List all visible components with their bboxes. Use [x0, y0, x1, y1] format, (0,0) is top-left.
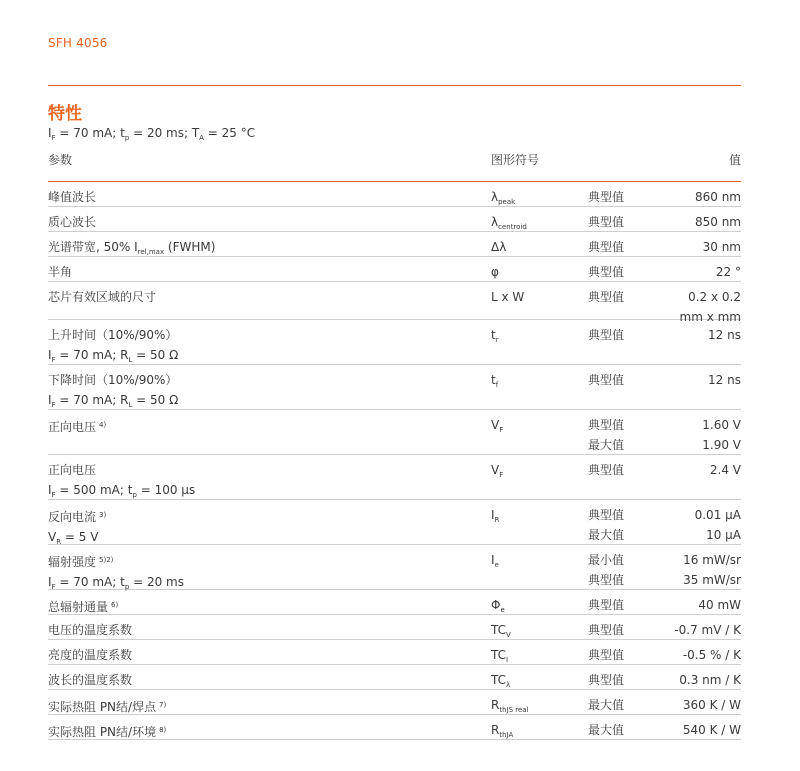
- value-text: 0.3 nm / K: [679, 673, 741, 687]
- parameter-name: 电压的温度系数: [48, 623, 133, 637]
- table-row: [48, 282, 741, 324]
- type-label: 最大值: [588, 528, 625, 542]
- value-cell: [631, 695, 741, 715]
- type-label: 典型值: [588, 215, 625, 229]
- parameter-subscript: rel,max: [137, 248, 165, 256]
- table-row: [48, 665, 741, 690]
- value-text: 0.01 µA: [694, 508, 741, 522]
- symbol-cell: $\lambda_{centroid}$: [491, 215, 527, 231]
- type-label: 最小值: [588, 553, 625, 567]
- type-label: 典型值: [588, 290, 625, 304]
- table-header: [48, 151, 741, 171]
- column-header-param: 参数: [48, 153, 73, 167]
- document-id: SFH 4056: [48, 36, 108, 50]
- table-row: [48, 715, 741, 740]
- type-label: 典型值: [588, 648, 625, 662]
- footnote-ref: 7): [159, 701, 167, 709]
- table-row: [48, 640, 741, 665]
- value-text: 1.60 V: [702, 418, 741, 432]
- table-row: [48, 365, 741, 410]
- symbol-cell: $V_F$: [491, 418, 504, 434]
- value-text: 360 K / W: [682, 698, 741, 712]
- value-text: 860 nm: [694, 190, 741, 204]
- symbol-cell: $TC_I$: [491, 648, 509, 664]
- symbol-cell: Δλ: [491, 240, 507, 254]
- value-cell: [631, 212, 741, 232]
- symbol-cell: $TC_V$: [491, 623, 511, 639]
- parameter-cell: [48, 415, 468, 437]
- value-text: 12 ns: [708, 373, 741, 387]
- parameter-name: 波长的温度系数: [48, 673, 133, 687]
- value-cell: [631, 415, 741, 455]
- symbol-subscript: F: [499, 471, 504, 479]
- subscript: R: [56, 538, 62, 546]
- parameter-name: 实际热阻 PN结/焊点 $^{7)}$: [48, 700, 167, 714]
- table-row: [48, 207, 741, 232]
- parameter-cell: [48, 595, 468, 617]
- subscript: F: [51, 401, 56, 409]
- subscript: F: [51, 356, 56, 364]
- parameter-condition: $I_F = 70$ mA; $R_L = 50$ Ω: [48, 348, 179, 364]
- type-label: 典型值: [588, 418, 625, 432]
- value-text: -0.5 % / K: [682, 648, 741, 662]
- value-cell: [631, 262, 741, 282]
- characteristics-table: [48, 182, 741, 740]
- type-label: 典型值: [588, 598, 625, 612]
- symbol-cell: $t_r$: [491, 328, 499, 344]
- table-row: [48, 500, 741, 545]
- subscript: L: [128, 401, 133, 409]
- parameter-name: 总辐射通量 $^{6)}$: [48, 600, 119, 614]
- column-header-value: 值: [728, 153, 741, 167]
- table-row: [48, 182, 741, 207]
- symbol-cell: L x W: [491, 290, 525, 304]
- type-label: 典型值: [588, 373, 625, 387]
- type-label: 典型值: [588, 623, 625, 637]
- header-divider: [48, 85, 741, 86]
- symbol-subscript: thJS real: [499, 706, 529, 714]
- type-label: 典型值: [588, 508, 625, 522]
- parameter-condition: $V_R = 5$ V: [48, 530, 99, 546]
- value-cell: [631, 370, 741, 390]
- value-text: 12 ns: [708, 328, 741, 342]
- condition-tp: 20 ms: [146, 126, 184, 140]
- value-cell: [631, 645, 741, 665]
- parameter-name: 半角: [48, 265, 73, 279]
- symbol-cell: $t_f$: [491, 373, 499, 389]
- symbol-cell: $\lambda_{peak}$: [491, 190, 516, 206]
- value-text: 16 mW/sr: [683, 553, 741, 567]
- type-label: 典型值: [588, 265, 625, 279]
- symbol-cell: $R_{thJS real}$: [491, 698, 529, 714]
- symbol-cell: $\Phi_e$: [491, 598, 505, 614]
- condition-ta: 25 °C: [221, 126, 256, 140]
- column-header-symbol: 图形符号: [491, 153, 540, 167]
- footnote-ref: 8): [159, 726, 167, 734]
- value-cell: [631, 595, 741, 615]
- parameter-name: 反向电流 $^{3)}$: [48, 510, 107, 524]
- value-cell: [631, 550, 741, 590]
- value-text: 1.90 V: [702, 438, 741, 452]
- table-row: [48, 590, 741, 615]
- parameter-condition: $I_F = 70$ mA; $R_L = 50$ Ω: [48, 393, 179, 409]
- test-conditions: $I_F = 70$ mA; $t_p = 20$ ms; $T_A = 25$ °C: [48, 126, 256, 142]
- type-label: 典型值: [588, 190, 625, 204]
- symbol-subscript: f: [495, 381, 499, 389]
- symbol-subscript: r: [495, 336, 499, 344]
- parameter-cell: [48, 670, 468, 690]
- parameter-cell: [48, 325, 468, 370]
- parameter-condition: $I_F = 70$ mA; $t_p = 20$ ms: [48, 575, 184, 591]
- subscript: F: [51, 491, 56, 499]
- value-cell: [631, 620, 741, 640]
- parameter-name: 下降时间（10%/90%）: [48, 373, 178, 387]
- table-row: [48, 410, 741, 455]
- subscript: p: [132, 491, 137, 499]
- subscript: F: [51, 583, 56, 591]
- symbol-cell: $I_R$: [491, 508, 500, 524]
- parameter-name: 质心波长: [48, 215, 97, 229]
- parameter-cell: [48, 620, 468, 640]
- symbol-subscript: R: [494, 516, 500, 524]
- table-row: [48, 257, 741, 282]
- value-text: mm x mm: [679, 310, 741, 324]
- value-cell: [631, 670, 741, 690]
- symbol-subscript: thJA: [499, 731, 514, 739]
- symbol-subscript: e: [500, 606, 505, 614]
- value-cell: [631, 460, 741, 480]
- parameter-cell: [48, 370, 468, 415]
- parameter-cell: [48, 287, 468, 307]
- value-text: 0.2 x 0.2: [688, 290, 741, 304]
- value-text: 30 nm: [702, 240, 741, 254]
- table-row: [48, 545, 741, 590]
- footnote-ref: 5)2): [99, 556, 114, 564]
- symbol-subscript: centroid: [498, 223, 527, 231]
- symbol-subscript: F: [499, 426, 504, 434]
- symbol-subscript: λ: [506, 681, 511, 689]
- subscript: p: [124, 583, 130, 591]
- symbol-cell: $V_F$: [491, 463, 504, 479]
- table-row: [48, 320, 741, 365]
- table-row: [48, 455, 741, 500]
- value-text: -0.7 mV / K: [674, 623, 741, 637]
- section-title: 特性: [48, 104, 82, 124]
- value-text: 35 mW/sr: [683, 573, 741, 587]
- parameter-name: 实际热阻 PN结/环境 $^{8)}$: [48, 725, 167, 739]
- symbol-cell: $R_{thJA}$: [491, 723, 514, 739]
- value-text: 850 nm: [694, 215, 741, 229]
- type-label: 最大值: [588, 438, 625, 452]
- value-cell: [631, 325, 741, 345]
- footnote-ref: 3): [99, 511, 107, 519]
- symbol-subscript: I: [506, 656, 509, 664]
- parameter-name: 正向电压: [48, 463, 97, 477]
- type-label: 最大值: [588, 698, 625, 712]
- value-text: 10 µA: [706, 528, 741, 542]
- subscript: L: [128, 356, 133, 364]
- parameter-cell: [48, 460, 468, 505]
- type-label: 典型值: [588, 328, 625, 342]
- type-label: 最大值: [588, 723, 625, 737]
- table-row: [48, 615, 741, 640]
- symbol-cell: $TC_\lambda$: [491, 673, 511, 689]
- parameter-name: 亮度的温度系数: [48, 648, 133, 662]
- value-cell: [631, 505, 741, 545]
- parameter-name: 光谱带宽, 50% $I_{rel,max}$ (FWHM): [48, 240, 216, 256]
- parameter-condition: $I_F = 500$ mA; $t_p = 100$ µs: [48, 483, 196, 499]
- table-row: [48, 690, 741, 715]
- condition-if: 70 mA: [73, 126, 113, 140]
- parameter-name: 上升时间（10%/90%）: [48, 328, 178, 342]
- value-text: 22 °: [715, 265, 741, 279]
- symbol-subscript: peak: [498, 198, 516, 206]
- value-text: 2.4 V: [709, 463, 741, 477]
- value-cell: [631, 187, 741, 207]
- parameter-cell: [48, 720, 468, 742]
- value-cell: [631, 720, 741, 740]
- value-text: 40 mW: [698, 598, 741, 612]
- parameter-cell: [48, 695, 468, 717]
- symbol-subscript: V: [506, 631, 511, 639]
- table-row: [48, 232, 741, 257]
- footnote-ref: 6): [111, 601, 119, 609]
- symbol-subscript: e: [494, 561, 499, 569]
- parameter-name: 辐射强度 $^{5)2)}$: [48, 555, 114, 569]
- footnote-ref: 4): [99, 421, 107, 429]
- parameter-name: 峰值波长: [48, 190, 97, 204]
- parameter-name: 正向电压 $^{4)}$: [48, 420, 107, 434]
- symbol-cell: $I_e$: [491, 553, 499, 569]
- parameter-name: 芯片有效区域的尺寸: [48, 290, 157, 304]
- parameter-cell: [48, 212, 468, 232]
- type-label: 典型值: [588, 673, 625, 687]
- value-cell: [631, 237, 741, 257]
- parameter-cell: [48, 187, 468, 207]
- parameter-cell: [48, 262, 468, 282]
- symbol-cell: φ: [491, 265, 499, 279]
- type-label: 典型值: [588, 240, 625, 254]
- parameter-cell: [48, 645, 468, 665]
- value-text: 540 K / W: [682, 723, 741, 737]
- type-label: 典型值: [588, 573, 625, 587]
- type-label: 典型值: [588, 463, 625, 477]
